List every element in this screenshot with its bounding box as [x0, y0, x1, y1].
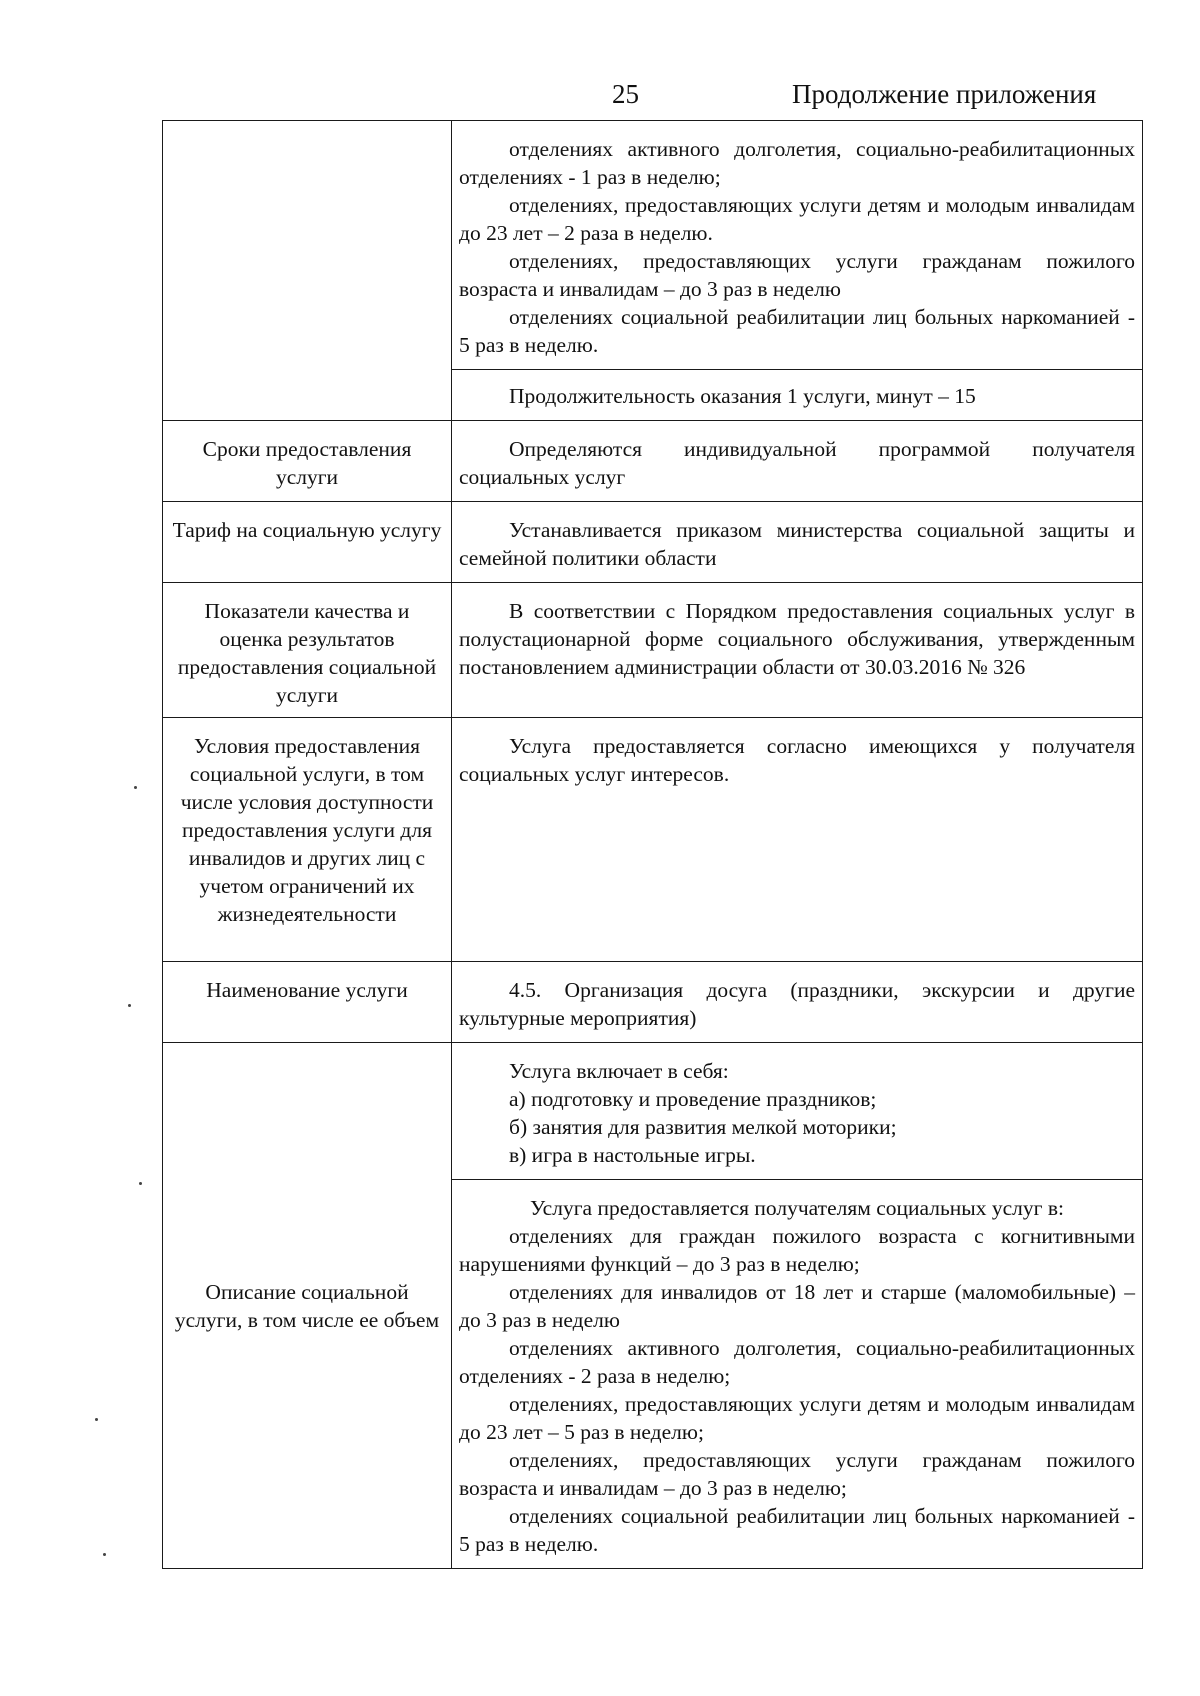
page-number: 25	[612, 79, 639, 109]
list-item: Услуга включает в себя:	[509, 1059, 729, 1083]
row-label: Условия предоставления социальной услуги, в том числе условия доступности предоставления услуги для инвалидов и других лиц с учетом ограничений их жизнедеятельности	[163, 718, 452, 962]
list-item: в) игра в настольные игры.	[509, 1143, 756, 1167]
table-row	[163, 502, 1143, 583]
tariff-text: Устанавливается приказом министерства социальной защиты и семейной политики области	[459, 518, 1135, 570]
table-row	[163, 718, 1143, 962]
frequency-paragraph: отделениях активного долголетия, социально-реабилитационных отделениях - 1 раз в неделю;	[459, 137, 1135, 189]
provision-paragraph: отделениях, предоставляющих услуги детям и молодым инвалидам до 23 лет – 5 раз в неделю;	[459, 1392, 1135, 1444]
scan-speck	[95, 1418, 98, 1421]
table-row	[163, 583, 1143, 718]
row-value	[452, 1180, 1143, 1569]
service-table	[162, 120, 1143, 1569]
row-value	[452, 1043, 1143, 1180]
row-label: Тариф на социальную услугу	[163, 502, 452, 583]
list-item: а) подготовку и проведение праздников;	[509, 1087, 877, 1111]
scan-speck	[103, 1553, 106, 1556]
duration-cell	[452, 370, 1143, 421]
provision-paragraph: отделениях, предоставляющих услуги гражданам пожилого возраста и инвалидам – до 3 раз в неделю;	[459, 1448, 1135, 1500]
frequency-paragraph: отделениях, предоставляющих услуги детям и молодым инвалидам до 23 лет – 2 раза в неделю.	[459, 193, 1135, 245]
row-label: Сроки предоставления услуги	[163, 421, 452, 502]
table-row	[163, 962, 1143, 1043]
row-value	[452, 502, 1143, 583]
conditions-text: Услуга предоставляется согласно имеющихся у получателя социальных услуг интересов.	[459, 734, 1135, 786]
frequency-paragraph: отделениях, предоставляющих услуги гражданам пожилого возраста и инвалидам – до 3 раз в неделю	[459, 249, 1135, 301]
scan-speck	[139, 1182, 142, 1185]
provision-paragraph: отделениях социальной реабилитации лиц больных наркоманией - 5 раз в неделю.	[459, 1504, 1135, 1556]
duration-text: Продолжительность оказания 1 услуги, минут – 15	[509, 384, 976, 408]
row-label: Показатели качества и оценка результатов предоставления социальной услуги	[163, 583, 452, 718]
frequency-cell	[452, 121, 1143, 370]
frequency-paragraph: отделениях социальной реабилитации лиц больных наркоманией - 5 раз в неделю.	[459, 305, 1135, 357]
provision-paragraph: отделениях для граждан пожилого возраста с когнитивными нарушениями функций – до 3 раз в неделю;	[459, 1224, 1135, 1276]
provision-intro: Услуга предоставляется получателям социальных услуг в:	[530, 1196, 1064, 1220]
table-row	[163, 421, 1143, 502]
service-name-text: 4.5. Организация досуга (праздники, экскурсии и другие культурные мероприятия)	[459, 978, 1135, 1030]
table-row	[163, 121, 1143, 370]
row-value	[452, 421, 1143, 502]
provision-paragraph: отделениях для инвалидов от 18 лет и старше (маломобильные) – до 3 раз в неделю	[459, 1280, 1135, 1332]
row-label: Наименование услуги	[163, 962, 452, 1043]
row-value	[452, 583, 1143, 718]
row-value	[452, 962, 1143, 1043]
list-item: б) занятия для развития мелкой моторики;	[509, 1115, 897, 1139]
scan-speck	[128, 1004, 131, 1007]
provision-paragraph: отделениях активного долголетия, социально-реабилитационных отделениях - 2 раза в неделю;	[459, 1336, 1135, 1388]
row-value	[452, 718, 1143, 962]
empty-label-cell	[163, 121, 452, 421]
term-text: Определяются индивидуальной программой получателя социальных услуг	[459, 437, 1135, 489]
row-label: Описание социальной услуги, в том числе ее объем	[163, 1043, 452, 1569]
table-row	[163, 1043, 1143, 1180]
scan-speck	[134, 786, 137, 789]
continuation-title: Продолжение приложения	[792, 79, 1097, 109]
quality-text: В соответствии с Порядком предоставления социальных услуг в полустационарной форме социального обслуживания, утвержденным постановлением администрации области от 30.03.2016 № 326	[459, 599, 1135, 679]
